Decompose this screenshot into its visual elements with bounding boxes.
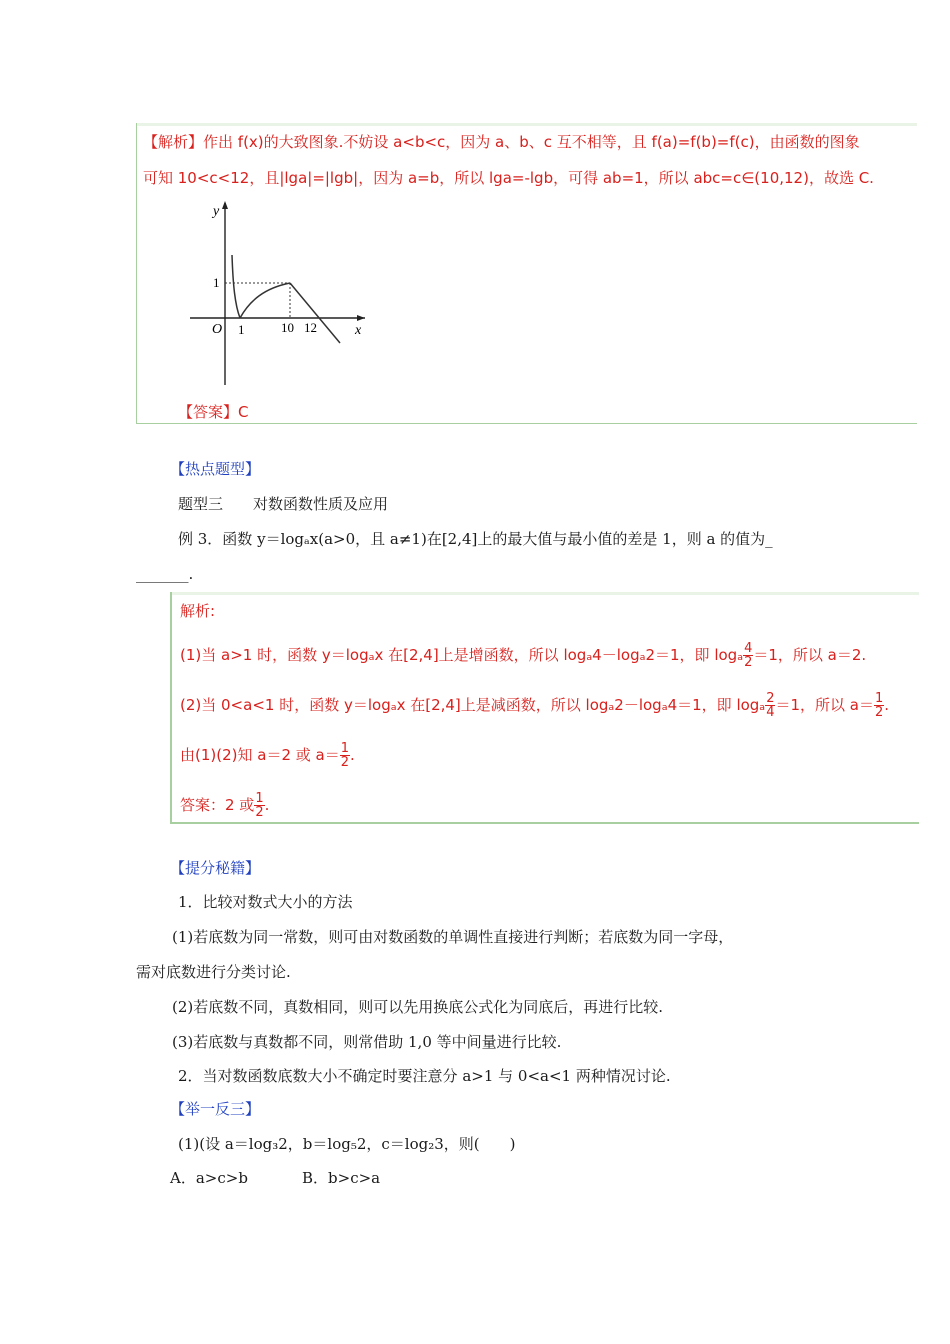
fraction-numerator: 4: [744, 641, 753, 656]
tick-label-1: 1: [238, 322, 245, 337]
analysis-2-line-3: [180, 742, 355, 769]
fraction-denominator: 4: [766, 705, 775, 720]
practice-tag: 【举一反三】: [170, 1100, 261, 1118]
analysis-2-title: 解析:: [180, 602, 216, 620]
fraction-numerator: 2: [766, 691, 775, 706]
fraction-4-over-2: [743, 642, 753, 669]
fraction-numerator: 1: [255, 791, 264, 806]
answer-end: .: [264, 796, 270, 814]
line-3-end: .: [350, 746, 355, 764]
fraction-1-over-2: [874, 692, 884, 719]
line-3-text: 由(1)(2)知 a＝2 或 a＝: [180, 746, 340, 764]
line-2-end: .: [884, 696, 890, 714]
fraction-denominator: 2: [744, 655, 753, 670]
log-curve-left: [232, 255, 240, 318]
analysis-tag: 【解析】: [143, 133, 204, 151]
analysis-2-line-2: [180, 692, 889, 719]
hot-topic-tag: 【热点题型】: [170, 460, 261, 478]
analysis-2-answer: [180, 792, 269, 819]
tips-item-2: 2．当对数函数底数大小不确定时要注意分 a>1 与 0<a<1 两种情况讨论.: [178, 1067, 671, 1085]
tips-item-1-3: (3)若底数与真数都不同，则常借助 1,0 等中间量进行比较.: [172, 1033, 562, 1051]
tick-label-10: 10: [281, 320, 294, 335]
example-3-line: [178, 528, 773, 549]
fraction-denominator: 2: [255, 805, 264, 820]
analysis-1-line-2: 可知 10<c<12，且|lga|=|lgb|，因为 a=b，所以 lga=-lgb，可得 ab=1，所以 abc=c∈(10,12)，故选 C.: [143, 169, 874, 187]
fraction-numerator: 1: [340, 741, 350, 756]
log-curve-right: [240, 283, 290, 318]
topic-type-title: 题型三 对数函数性质及应用: [178, 495, 389, 513]
x-axis-label: x: [355, 323, 362, 338]
fraction-1-over-2: [340, 742, 350, 769]
line-2-text: (2)当 0<a<1 时，函数 y＝logₐx 在[2,4]上是减函数，所以 logₐ2－logₐ4＝1，即 logₐ: [180, 696, 766, 714]
line-2-mid: ＝1，所以 a＝: [775, 696, 874, 714]
function-graph: [180, 195, 380, 385]
tips-item-1-1: (1)若底数为同一常数，则可由对数函数的单调性直接进行判断；若底数为同一字母，: [172, 928, 734, 946]
fraction-denominator: 2: [874, 705, 884, 720]
fraction-denominator: 2: [340, 755, 350, 770]
example-prefix: 例 3．函数: [178, 530, 258, 548]
tips-item-1-1-continued: 需对底数进行分类讨论.: [136, 963, 291, 981]
y-axis-arrow: [222, 201, 228, 209]
example-blank: _______.: [136, 565, 194, 583]
tips-item-1: 1．比较对数式大小的方法: [178, 893, 353, 911]
tick-label-12: 12: [304, 320, 317, 335]
answer-text: 答案：2 或: [180, 796, 255, 814]
tips-tag: 【提分秘籍】: [170, 859, 261, 877]
option-b: B．b>c>a: [302, 1169, 381, 1187]
tips-item-1-2: (2)若底数不同，真数相同，则可以先用换底公式化为同底后，再进行比较.: [172, 998, 664, 1016]
example-body: y＝logₐx(a>0，且 a≠1)在[2,4]上的最大值与最小值的差是 1，则 a 的值为_: [257, 530, 773, 548]
answer-tag: 【答案】: [178, 403, 239, 421]
analysis-1-text-1: 作出 f(x)的大致图象.不妨设 a<b<c，因为 a、b、c 互不相等，且 f(a)=f(b)=f(c)，由函数的图象: [203, 133, 860, 151]
fraction-numerator: 1: [874, 691, 884, 706]
fraction-2-over-4: [765, 692, 775, 719]
answer-value: C: [238, 403, 249, 421]
line-1-end: ＝1，所以 a＝2.: [753, 646, 867, 664]
y-tick-label-1: 1: [213, 275, 220, 290]
origin-label: O: [212, 322, 223, 337]
practice-question: (1)(设 a＝log₃2，b＝log₅2，c＝log₂3，则( ): [178, 1135, 516, 1153]
analysis-1-line-1: [143, 131, 860, 152]
option-a: A．a>c>b: [170, 1169, 248, 1187]
line-1-text: (1)当 a>1 时，函数 y＝logₐx 在[2,4]上是增函数，所以 logₐ4－logₐ2＝1，即 logₐ: [180, 646, 744, 664]
analysis-2-line-1: [180, 642, 866, 669]
fraction-1-over-2: [254, 792, 264, 819]
y-axis-label: y: [213, 204, 220, 219]
analysis-1-answer: [178, 401, 249, 422]
x-axis-arrow: [357, 315, 365, 321]
